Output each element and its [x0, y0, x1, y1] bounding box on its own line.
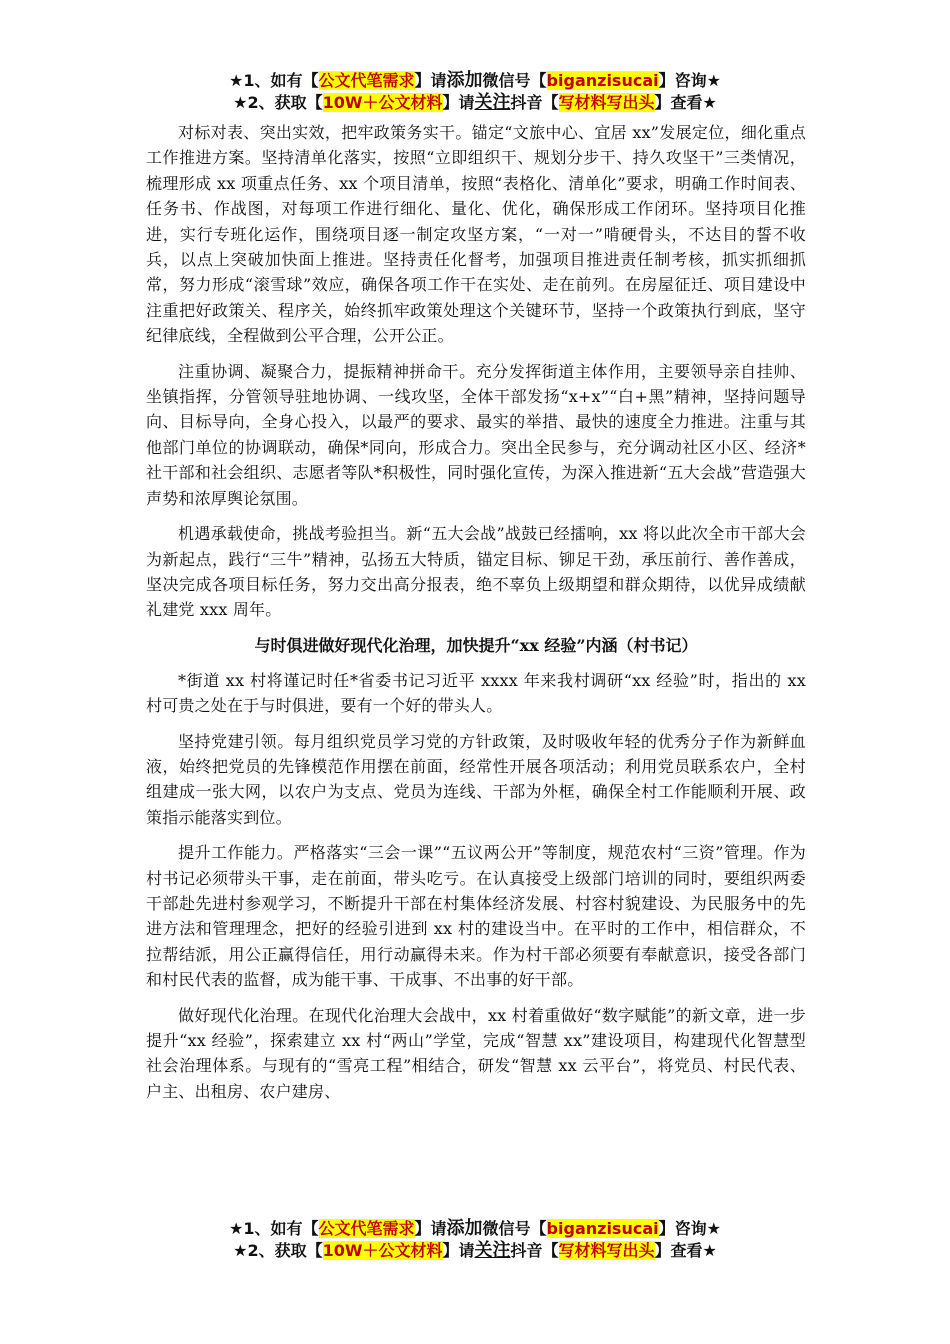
- banner-line-2: [0, 92, 950, 114]
- banner-line-1: [0, 1218, 950, 1240]
- banner-emphasis: 关注: [474, 1240, 511, 1261]
- banner-text: 】请: [414, 71, 447, 90]
- banner-emphasis: 关注: [474, 92, 511, 113]
- banner-text: ★1、如有【: [229, 71, 319, 90]
- bottom-banner: [0, 1218, 950, 1262]
- banner-text: 】查看★: [654, 1241, 717, 1260]
- banner-highlight: biganzisucai: [546, 71, 659, 90]
- banner-text: 】请: [414, 1219, 447, 1238]
- paragraph: *街道 xx 村将谨记时任*省委书记习近平 xxxx 年来我村调研“xx 经验”时，指出的 xx 村可贵之处在于与时俱进，要有一个好的带头人。: [146, 670, 806, 716]
- banner-text: 微信号【: [482, 1219, 547, 1238]
- banner-text: 】咨询★: [658, 71, 721, 90]
- section-title: 与时俱进做好现代化治理，加快提升“xx 经验”内涵（村书记）: [254, 635, 698, 655]
- banner-text: 微信号【: [482, 71, 547, 90]
- document-body: [146, 120, 806, 1114]
- paragraph: 做好现代化治理。在现代化治理大会战中，xx 村着重做好“数字赋能”的新文章，进一步提升“xx 经验”，探索建立 xx 村“两山”学堂，完成“智慧 xx”建设项目，构建现代化智慧型社会治理体系。与现有的“雪亮工程”相结合，研发“智慧 xx 云平台”，将党员、村民代表、户主、出租房、农户建房、: [146, 1005, 806, 1101]
- paragraph: 提升工作能力。严格落实“三会一课”“五议两公开”等制度，规范农村“三资”管理。作为村书记必须带头干事，走在前面，带头吃亏。在认真接受上级部门培训的同时，要组织两委干部赴先进村参观学习，不断提升干部在村集体经济发展、村容村貌建设、为民服务中的先进方法和管理理念，把好的经验引进到 xx 村的建设当中。在平时的工作中，相信群众，不拉帮结派，用公正赢得信任，用行动赢得未来。作为村干部必须要有奉献意识，接受各部门和村民代表的监督，成为能干事、干成事、不出事的好干部。: [146, 843, 806, 990]
- banner-highlight: 10W＋公文材料: [322, 93, 443, 112]
- banner-line-1: [0, 70, 950, 92]
- banner-highlight: 10W＋公文材料: [322, 1241, 443, 1260]
- banner-highlight: 写材料写出头: [558, 1241, 655, 1260]
- banner-text: ★2、获取【: [233, 1241, 323, 1260]
- banner-text: 】请: [442, 1241, 475, 1260]
- banner-text: 】咨询★: [658, 1219, 721, 1238]
- banner-highlight: 公文代笔需求: [318, 1219, 415, 1238]
- banner-text: 抖音【: [510, 93, 559, 112]
- top-banner: [0, 70, 950, 114]
- banner-text: 】请: [442, 93, 475, 112]
- banner-text: ★2、获取【: [233, 93, 323, 112]
- banner-line-2: [0, 1240, 950, 1262]
- paragraph: 坚持党建引领。每月组织党员学习党的方针政策，及时吸收年轻的优秀分子作为新鲜血液，始终把党员的先锋模范作用摆在前面，经常性开展各项活动；利用党员联系农户，全村组建成一张大网，以农户为支点、党员为连线、干部为外框，确保全村工作能顺利开展、政策指示能落实到位。: [146, 731, 806, 827]
- banner-text: ★1、如有【: [229, 1219, 319, 1238]
- banner-emphasis: 添加: [446, 70, 483, 91]
- banner-emphasis: 添加: [446, 1218, 483, 1239]
- banner-text: 抖音【: [510, 1241, 559, 1260]
- paragraph: 注重协调、凝聚合力，提振精神拼命干。充分发挥街道主体作用，主要领导亲自挂帅、坐镇指挥，分管领导驻地协调、一线攻坚，全体干部发扬“x+x”“白+黑”精神，坚持问题导向、目标导向，全身心投入，以最严的要求、最实的举措、最快的速度全力推进。注重与其他部门单位的协调联动，确保*同向，形成合力。突出全民参与，充分调动社区小区、经济*社干部和社会组织、志愿者等队*积极性，同时强化宣传，为深入推进新“五大会战”营造强大声势和浓厚舆论氛围。: [146, 361, 806, 508]
- banner-highlight: 公文代笔需求: [318, 71, 415, 90]
- banner-text: 】查看★: [654, 93, 717, 112]
- banner-highlight: 写材料写出头: [558, 93, 655, 112]
- paragraph: 对标对表、突出实效，把牢政策务实干。锚定“文旅中心、宜居 xx”发展定位，细化重点工作推进方案。坚持清单化落实，按照“立即组织干、规划分步干、持久攻坚干”三类情况，梳理形成 xx 项重点任务、xx 个项目清单，按照“表格化、清单化”要求，明确工作时间表、任务书、作战图，对每项工作进行细化、量化、优化，确保形成工作闭环。坚持项目化推进，实行专班化运作，围绕项目逐一制定攻坚方案，“一对一”啃硬骨头，不达目的誓不收兵，以点上突破加快面上推进。坚持责任化督考，加强项目推进责任制考核，抓实抓细抓常，努力形成“滚雪球”效应，确保各项工作干在实处、走在前列。在房屋征迁、项目建设中注重把好政策关、程序关，始终抓牢政策处理这个关键环节，坚持一个政策执行到底，坚守纪律底线，全程做到公平合理，公开公正。: [146, 123, 806, 346]
- paragraph: 机遇承载使命，挑战考验担当。新“五大会战”战鼓已经擂响，xx 将以此次全市干部大会为新起点，践行“三牛”精神，弘扬五大特质，锚定目标、铆足干劲，承压前行、善作善成，坚决完成各项目标任务，努力交出高分报表，绝不辜负上级期望和群众期待，以优异成绩献礼建党 xxx 周年。: [146, 524, 806, 620]
- banner-highlight: biganzisucai: [546, 1219, 659, 1238]
